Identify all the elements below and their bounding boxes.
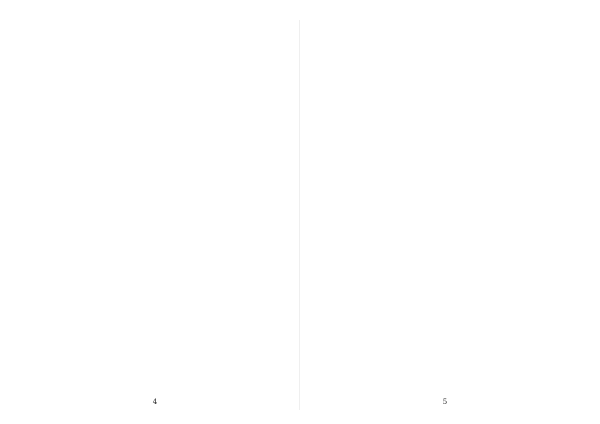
right-page: [318, 30, 572, 406]
page-gutter: [299, 20, 300, 410]
left-page-text: [28, 30, 282, 370]
right-page-number: 5: [442, 398, 448, 406]
left-page: [28, 30, 282, 406]
left-page-number: 4: [152, 398, 158, 406]
right-page-text: [318, 30, 572, 370]
